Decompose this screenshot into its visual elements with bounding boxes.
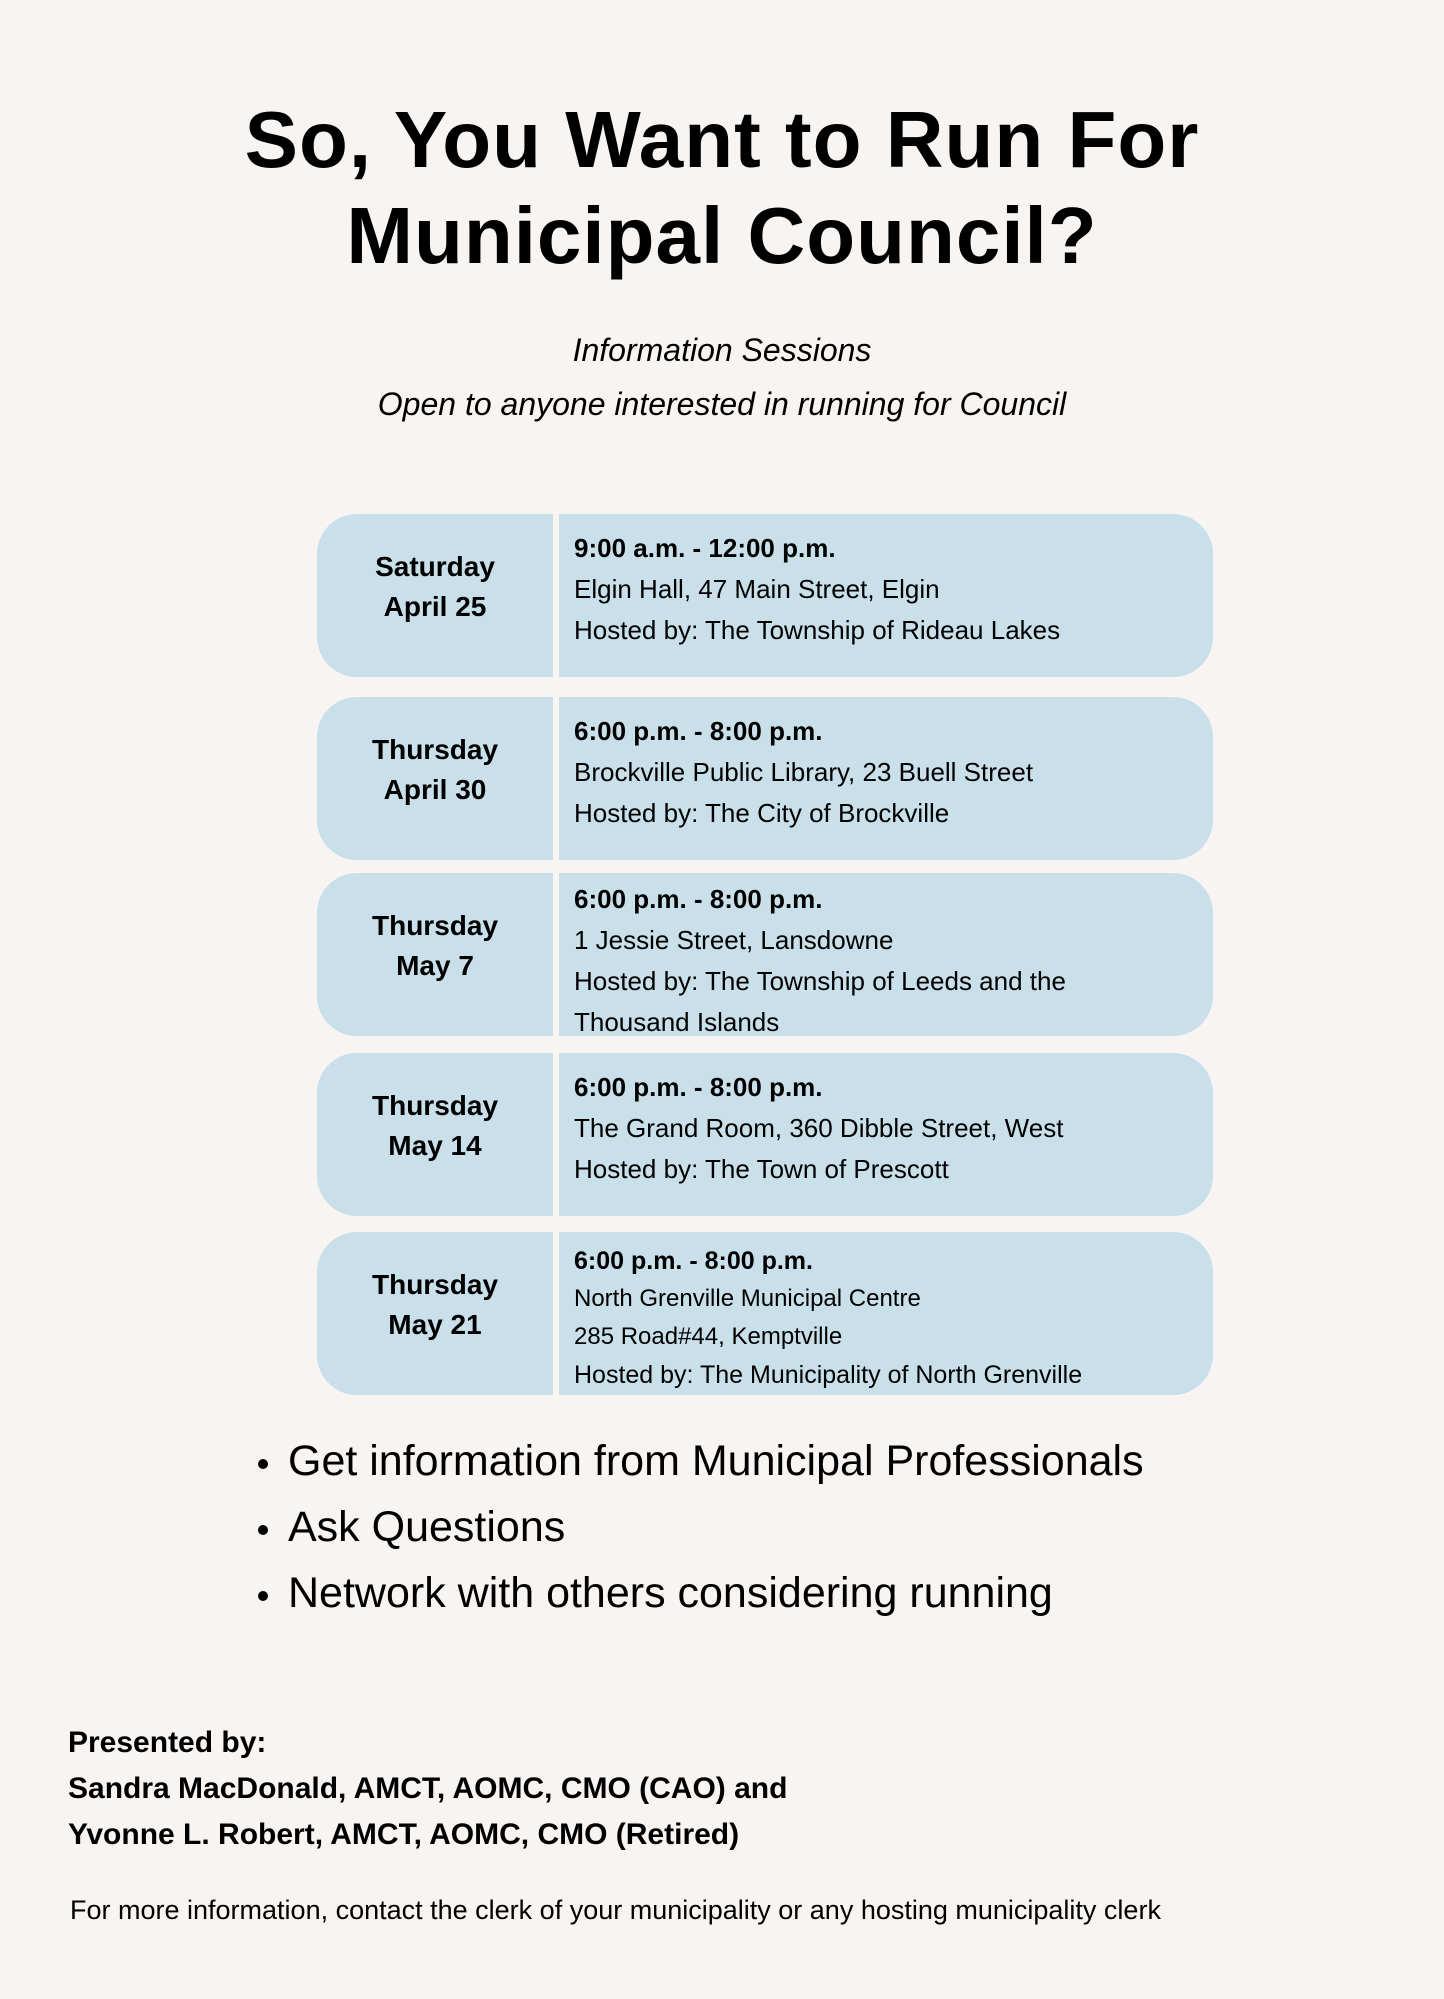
title-line-1: So, You Want to Run For bbox=[244, 95, 1200, 184]
list-item: Ask Questions bbox=[258, 1494, 1144, 1560]
session-day: Thursday bbox=[371, 909, 499, 941]
subtitle-open-to: Open to anyone interested in running for Council bbox=[377, 386, 1067, 422]
session-date bbox=[317, 1232, 553, 1395]
list-item: Network with others considering running bbox=[258, 1560, 1144, 1626]
session-info bbox=[559, 1232, 1213, 1395]
session-date bbox=[317, 697, 553, 860]
session-host: Hosted by: The Township of Rideau Lakes bbox=[574, 615, 1061, 645]
session-row bbox=[317, 1232, 1213, 1395]
subtitle-sessions: Information Sessions bbox=[572, 332, 872, 368]
session-location: The Grand Room, 360 Dibble Street, West bbox=[574, 1113, 1064, 1143]
session-host: Hosted by: The Municipality of North Grenville bbox=[574, 1361, 1083, 1389]
session-location: 1 Jessie Street, Lansdowne bbox=[574, 925, 894, 955]
session-date-text: May 14 bbox=[388, 1129, 482, 1161]
session-time: 6:00 p.m. - 8:00 p.m. bbox=[574, 1247, 813, 1275]
session-row bbox=[317, 1053, 1213, 1216]
session-time: 9:00 a.m. - 12:00 p.m. bbox=[574, 533, 836, 563]
session-date bbox=[317, 1053, 553, 1216]
session-time: 6:00 p.m. - 8:00 p.m. bbox=[574, 716, 823, 746]
presenter-1: Sandra MacDonald, AMCT, AOMC, CMO (CAO) and bbox=[68, 1772, 788, 1805]
session-info bbox=[559, 697, 1213, 860]
session-date-text: April 25 bbox=[383, 590, 487, 622]
bullet-icon bbox=[258, 1591, 268, 1601]
benefits-list bbox=[258, 1428, 1144, 1626]
session-host: Hosted by: The City of Brockville bbox=[574, 798, 950, 828]
session-date-text: May 21 bbox=[388, 1308, 482, 1340]
bullet-icon bbox=[258, 1525, 268, 1535]
presented-label: Presented by: bbox=[68, 1726, 267, 1759]
contact-info: For more information, contact the clerk of your municipality or any hosting municipality clerk bbox=[70, 1895, 1161, 1925]
session-date bbox=[317, 514, 553, 677]
session-date-text: April 30 bbox=[383, 773, 487, 805]
presenter-2: Yvonne L. Robert, AMCT, AOMC, CMO (Retired) bbox=[68, 1818, 740, 1851]
title-line-2: Municipal Council? bbox=[346, 191, 1098, 280]
session-host: Hosted by: The Township of Leeds and the Thousand Islands bbox=[574, 966, 1066, 1037]
session-time: 6:00 p.m. - 8:00 p.m. bbox=[574, 1072, 823, 1102]
presented-by bbox=[68, 1720, 787, 1858]
bullet-icon bbox=[258, 1459, 268, 1469]
session-info bbox=[559, 873, 1213, 1036]
list-item: Get information from Municipal Professionals bbox=[258, 1428, 1144, 1494]
session-day: Saturday bbox=[375, 550, 495, 582]
session-location: Elgin Hall, 47 Main Street, Elgin bbox=[574, 574, 940, 604]
session-info bbox=[559, 514, 1213, 677]
session-host: Hosted by: The Town of Prescott bbox=[574, 1154, 949, 1184]
session-row bbox=[317, 697, 1213, 860]
session-location: North Grenville Municipal Centre bbox=[574, 1285, 921, 1312]
session-info bbox=[559, 1053, 1213, 1216]
session-day: Thursday bbox=[371, 1268, 499, 1300]
session-day: Thursday bbox=[371, 1089, 499, 1121]
session-row bbox=[317, 514, 1213, 677]
session-time: 6:00 p.m. - 8:00 p.m. bbox=[574, 884, 823, 914]
session-location: Brockville Public Library, 23 Buell Street bbox=[574, 757, 1034, 787]
session-date bbox=[317, 873, 553, 1036]
page-title bbox=[0, 92, 1444, 284]
session-row bbox=[317, 873, 1213, 1036]
session-date-text: May 7 bbox=[396, 949, 474, 981]
session-day: Thursday bbox=[371, 733, 499, 765]
session-location-line-2: 285 Road#44, Kemptville bbox=[574, 1323, 843, 1350]
